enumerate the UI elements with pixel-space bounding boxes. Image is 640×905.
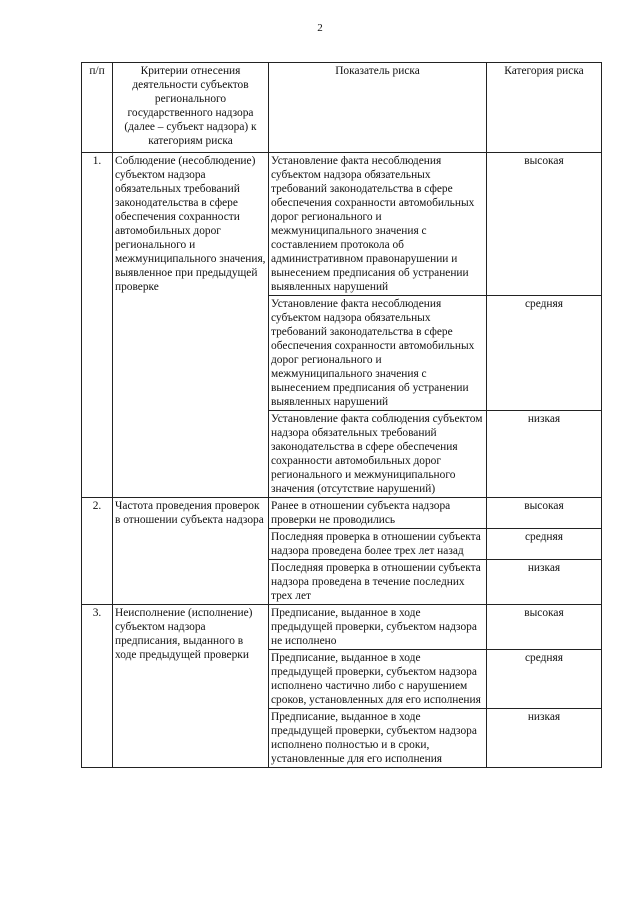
criterion-cell: Неисполнение (исполнение) субъектом надзора предписания, выданного в ходе предыдущей проверки <box>113 605 269 768</box>
header-criteria: Критерии отнесения деятельности субъектов регионального государственного надзора (далее – субъект надзора) к категориям риска <box>113 63 269 153</box>
criterion-cell: Частота проведения проверок в отношении субъекта надзора <box>113 498 269 605</box>
risk-indicator-cell: Последняя проверка в отношении субъекта надзора проведена более трех лет назад <box>269 529 487 560</box>
table-row <box>82 153 602 296</box>
risk-indicator-cell: Установление факта несоблюдения субъектом надзора обязательных требований законодательства в сфере обеспечения сохранности автомобильных дорог регионального и межмуниципального значения с составлением протокола об административном правонарушении и вынесением предписания об устранении выявленных нарушений <box>269 153 487 296</box>
risk-category-cell: низкая <box>487 560 602 605</box>
risk-indicator-cell: Предписание, выданное в ходе предыдущей проверки, субъектом надзора исполнено частично либо с нарушением сроков, установленных для его исполнения <box>269 650 487 709</box>
row-number: 1. <box>82 153 113 498</box>
risk-indicator-cell: Установление факта соблюдения субъектом надзора обязательных требований законодательства в сфере обеспечения сохранности автомобильных дорог регионального и межмуниципального значения (отсутствие нарушений) <box>269 411 487 498</box>
risk-indicator-cell: Последняя проверка в отношении субъекта надзора проведена в течение последних трех лет <box>269 560 487 605</box>
risk-category-cell: низкая <box>487 709 602 768</box>
row-number: 3. <box>82 605 113 768</box>
table-row <box>82 605 602 650</box>
header-risk-indicator: Показатель риска <box>269 63 487 153</box>
header-number: п/п <box>82 63 113 153</box>
risk-category-cell: высокая <box>487 498 602 529</box>
risk-category-cell: средняя <box>487 296 602 411</box>
criterion-cell: Соблюдение (несоблюдение) субъектом надзора обязательных требований законодательства в сфере обеспечения сохранности автомобильных дорог регионального и межмуниципального значения, выявленное при предыдущей проверке <box>113 153 269 498</box>
risk-indicator-cell: Установление факта несоблюдения субъектом надзора обязательных требований законодательства в сфере обеспечения сохранности автомобильных дорог регионального и межмуниципального значения с вынесением предписания об устранении выявленных нарушений <box>269 296 487 411</box>
row-number: 2. <box>82 498 113 605</box>
risk-category-cell: высокая <box>487 153 602 296</box>
table-row <box>82 498 602 529</box>
risk-category-table <box>81 62 602 768</box>
page-number: 2 <box>317 22 323 34</box>
header-risk-category: Категория риска <box>487 63 602 153</box>
table-header-row <box>82 63 602 153</box>
risk-category-cell: средняя <box>487 650 602 709</box>
risk-indicator-cell: Предписание, выданное в ходе предыдущей проверки, субъектом надзора не исполнено <box>269 605 487 650</box>
risk-indicator-cell: Ранее в отношении субъекта надзора проверки не проводились <box>269 498 487 529</box>
risk-indicator-cell: Предписание, выданное в ходе предыдущей проверки, субъектом надзора исполнено полностью и в сроки, установленные для его исполнения <box>269 709 487 768</box>
risk-category-cell: средняя <box>487 529 602 560</box>
risk-category-cell: высокая <box>487 605 602 650</box>
risk-category-cell: низкая <box>487 411 602 498</box>
